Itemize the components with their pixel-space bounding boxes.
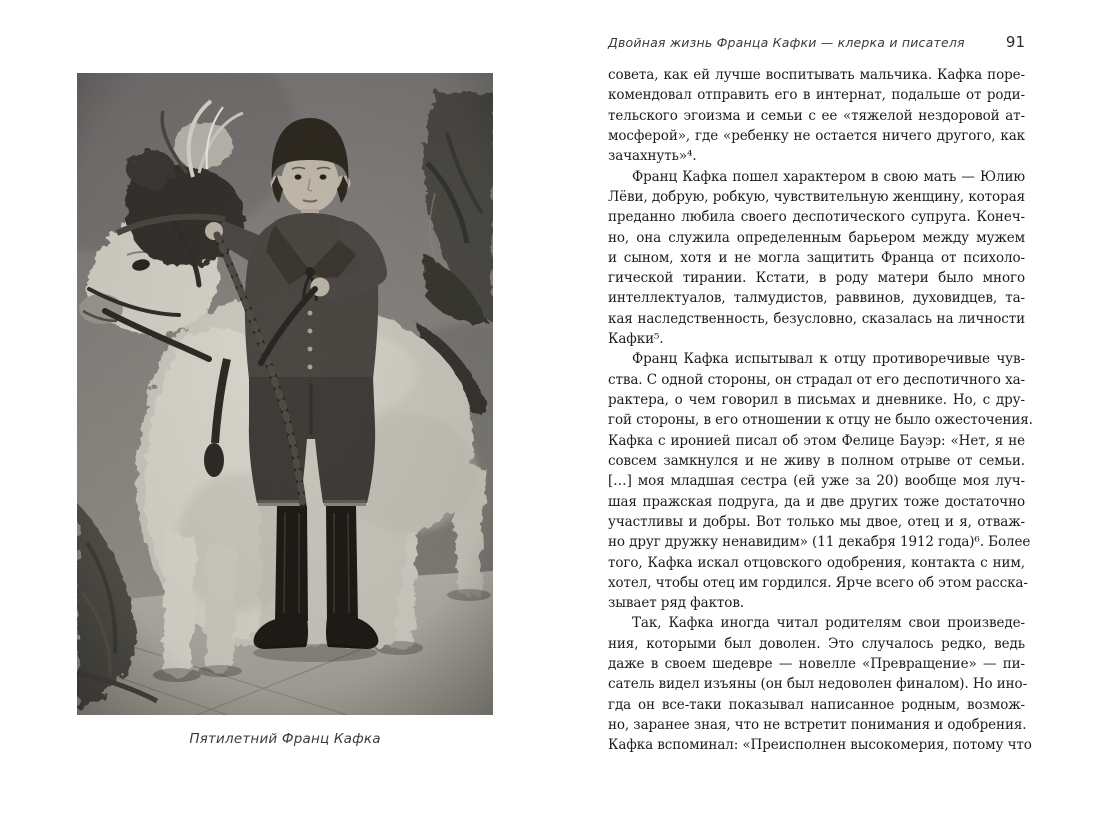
- text-line: и сыном, хотя и не могла защитить Франца от психоло-: [608, 249, 1025, 266]
- text-line: зачахнуть»⁴.: [608, 148, 697, 165]
- text-line: интеллектуалов, талмудистов, раввинов, духовидцев, та-: [608, 290, 1025, 307]
- text-line: хотел, чтобы отец им гордился. Ярче всего об этом расска-: [608, 574, 1028, 591]
- text-line: зывает ряд фактов.: [608, 595, 745, 612]
- text-line: того, Кафка искал отцовского одобрения, контакта с ним,: [608, 554, 1025, 571]
- text-line: совсем замкнулся и не живу в полном отрыве от семьи.: [608, 452, 1025, 469]
- text-line: но, заранее зная, что не встретит понимания и одобрения.: [608, 717, 1027, 733]
- text-line: рактера, о чем говорил в письмах и дневнике. Но, с дру-: [608, 392, 1025, 408]
- running-head: [608, 33, 1025, 51]
- text-line: гда он все-таки показывал написанное родным, возмож-: [608, 696, 1025, 713]
- photo-caption: Пятилетний Франц Кафка: [189, 731, 381, 747]
- text-line: […] моя младшая сестра (ей уже за 20) вообще моя луч-: [608, 473, 1025, 490]
- page-number: 91: [1005, 33, 1025, 51]
- text-line: Так, Кафка иногда читал родителям свои произведе-: [632, 615, 1025, 632]
- kafka-childhood-photo: [77, 73, 493, 715]
- text-line: ния, которыми был доволен. Это случалось редко, ведь: [608, 635, 1025, 652]
- text-line: Франц Кафка испытывал к отцу противоречивые чув-: [632, 351, 1025, 368]
- text-line: ства. С одной стороны, он страдал от его деспотичного ха-: [608, 371, 1025, 388]
- text-line: но друг дружку ненавидим» (11 декабря 1912 года)⁶. Более: [608, 534, 1031, 551]
- article-text: [608, 67, 1033, 758]
- text-line: совета, как ей лучше воспитывать мальчика. Кафка поре-: [608, 67, 1025, 83]
- text-line: шая пражская подруга, да и две других тоже достаточно: [608, 493, 1025, 510]
- text-line: даже в своем шедевре — новелле «Превращение» — пи-: [608, 656, 1025, 673]
- text-line: тельского эгоизма и семьи с ее «тяжелой нездоровой ат-: [608, 107, 1025, 124]
- text-line: преданно любила своего деспотического супруга. Конеч-: [608, 209, 1025, 226]
- text-line: Лёви, добрую, робкую, чувствительную женщину, которая: [608, 188, 1025, 205]
- text-line: участливы и добры. Вот только мы двое, отец и я, отваж-: [608, 513, 1025, 530]
- text-line: гой стороны, в его отношении к отцу не было ожесточения.: [608, 412, 1033, 429]
- text-line: Кафка вспоминал: «Преисполнен высокомерия, потому что: [608, 737, 1032, 754]
- text-line: гической тирании. Кстати, в роду матери было много: [608, 270, 1025, 287]
- text-line: Кафки⁵.: [608, 331, 664, 348]
- text-line: Франц Кафка пошел характером в свою мать — Юлию: [632, 168, 1025, 185]
- text-line: сатель видел изъяны (он был недоволен финалом). Но ино-: [608, 676, 1028, 693]
- running-title: Двойная жизнь Франца Кафки — клерка и писателя: [608, 35, 965, 50]
- text-line: мосферой», где «ребенку не остается ничего другого, как: [608, 127, 1025, 144]
- text-line: комендовал отправить его в интернат, подальше от роди-: [608, 87, 1025, 104]
- photo-figure: [77, 73, 493, 747]
- text-line: но, она служила определенным барьером между мужем: [608, 229, 1025, 246]
- text-line: кая наследственность, безусловно, сказалась на личности: [608, 310, 1025, 327]
- text-line: Кафка с иронией писал об этом Фелице Бауэр: «Нет, я не: [608, 432, 1025, 449]
